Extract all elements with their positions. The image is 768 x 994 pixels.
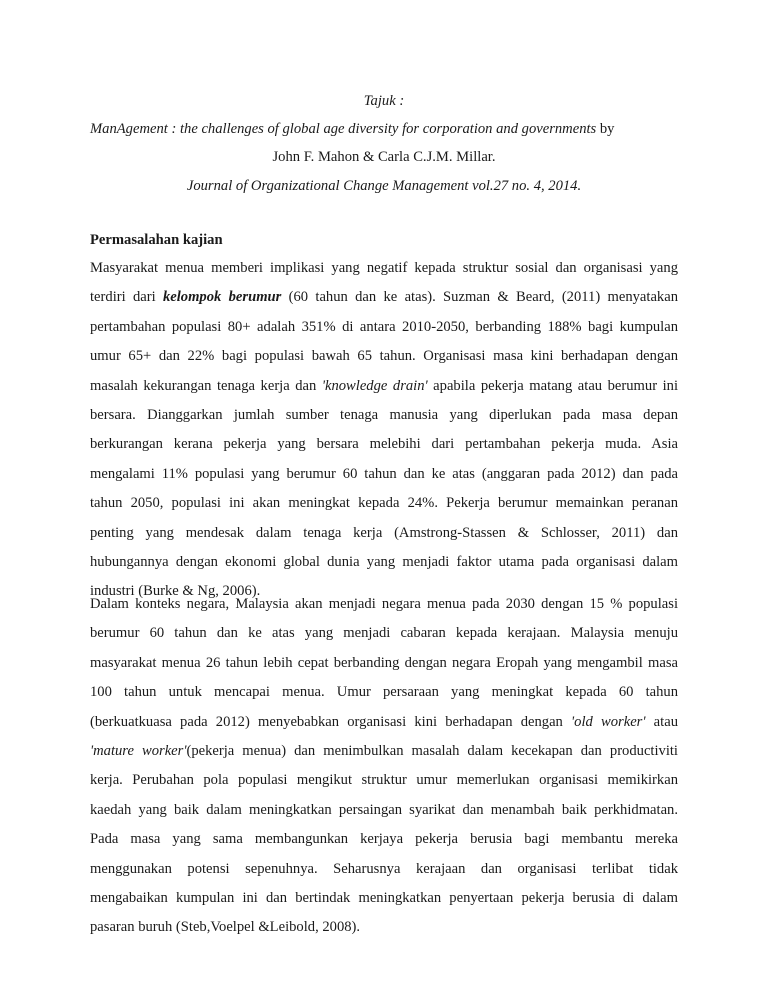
section-heading: Permasalahan kajian [90,232,223,248]
authors: John F. Mahon & Carla C.J.M. Millar. [272,149,496,165]
paragraph-line: hubungannya dengan ekonomi global dunia yang menjadi faktor utama pada organisasi dalam [90,553,678,570]
paragraph-line: pertambahan populasi 80+ adalah 351% di antara 2010-2050, berbanding 188% bagi kumpulan [90,318,678,335]
paragraph-1 [90,254,678,607]
paragraph-line: 'mature worker'(pekerja menua) dan menimbulkan masalah dalam kecekapan dan productiviti [90,742,678,759]
paragraph-line: penting yang mendesak dalam tenaga kerja (Amstrong-Stassen & Schlosser, 2011) dan [90,524,678,541]
paragraph-line: terdiri dari kelompok berumur (60 tahun dan ke atas). Suzman & Beard, (2011) menyatakan [90,289,678,306]
paragraph-line: berumur 60 tahun dan ke atas yang menjadi cabaran kepada kerajaan. Malaysia menuju [90,625,678,642]
title-label: Tajuk : [363,93,405,109]
paragraph-line: pasaran buruh (Steb,Voelpel &Leibold, 2008). [90,919,361,936]
paragraph-line: bersara. Dianggarkan jumlah sumber tenaga manusia yang diperlukan pada masa depan [90,406,678,423]
paragraph-line: industri (Burke & Ng, 2006). [90,583,261,600]
paragraph-line: mengabaikan kumpulan ini dan bertindak meningkatkan penyertaan pekerja berusia di dalam [90,889,678,906]
paragraph-line: masalah kekurangan tenaga kerja dan 'knowledge drain' apabila pekerja matang atau berumur ini [90,377,678,394]
paragraph-line: kerja. Perubahan pola populasi mengikut struktur umur memerlukan organisasi memikirkan [90,772,678,789]
emphasis-term: kelompok berumur [162,289,282,306]
paragraph-line: kaedah yang baik dalam meningkatkan persaingan syarikat dan menambah baik perkhidmatan. [90,801,678,818]
paragraph-line: masyarakat menua 26 tahun lebih cepat berbanding dengan negara Eropah yang mengambil masa [90,654,678,671]
paragraph-line: Dalam konteks negara, Malaysia akan menjadi negara menua pada 2030 dengan 15 % populasi [90,596,678,612]
journal-citation: Journal of Organizational Change Management vol.27 no. 4, 2014. [186,178,582,194]
italic-term: 'mature worker' [90,742,187,759]
paragraph-line: menggunakan potensi sepenuhnya. Seharusnya kerajaan dan organisasi terlibat tidak [90,860,678,877]
paragraph-line: Pada masa yang sama membangunkan kerjaya pekerja berusia bagi membantu mereka [90,831,678,848]
paragraph-line: Masyarakat menua memberi implikasi yang negatif kepada struktur sosial dan organisasi yang [90,260,678,276]
paragraph-2 [90,590,678,943]
article-title-suffix: by [596,121,615,137]
paragraph-line: tahun 2050, populasi ini akan meningkat kepada 24%. Pekerja berumur memainkan peranan [90,495,678,512]
paragraph-line: berkurangan kerana pekerja yang bersara melebihi dari pertambahan pekerja muda. Asia [90,436,678,453]
article-title [90,118,678,140]
italic-term: 'old worker' [571,713,646,730]
paragraph-line: mengalami 11% populasi yang berumur 60 tahun dan ke atas (anggaran pada 2012) dan pada [90,465,678,482]
paragraph-line: 100 tahun untuk mencapai menua. Umur persaraan yang meningkat kepada 60 tahun [90,684,678,701]
paragraph-line: (berkuatkuasa pada 2012) menyebabkan organisasi kini berhadapan dengan 'old worker' atau [90,713,678,730]
article-title-text: ManAgement : the challenges of global age diversity for corporation and governments [90,121,597,137]
paragraph-line: umur 65+ dan 22% bagi populasi bawah 65 tahun. Organisasi masa kini berhadapan dengan [90,348,678,365]
italic-term: 'knowledge drain' [321,377,428,394]
